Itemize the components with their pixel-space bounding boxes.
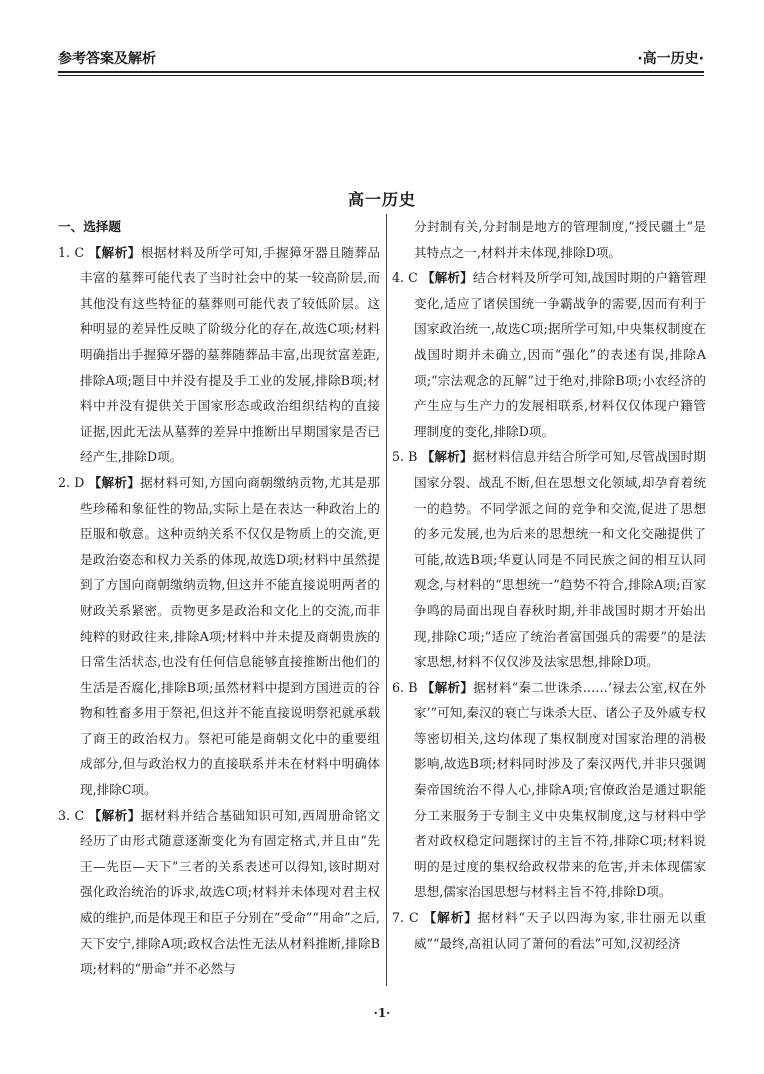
- answer-text: 据材料“天子以四海为家,非壮丽无以重威”“最终,高祖认同了萧何的看法”可知,汉初经济: [414, 910, 706, 951]
- header-left-label: 参考答案及解析: [58, 51, 156, 67]
- right-column: [392, 214, 706, 956]
- answer-number: 2. D: [58, 474, 85, 490]
- page-title: 高一历史: [347, 190, 416, 209]
- answer-text: 结合材料及所学可知,战国时期的户籍管理变化,适应了诸侯国统一争霸战争的需要,因而有利于国家政治统一,故选C项;据所学可知,中央集权制度在战国时期并未确立,因而“强化”的表述有误,排除A项;“宗法观念的瓦解”过于绝对,排除B项;小农经济的产生应与生产力的发展相联系,材料仅仅体现户籍管理制度的变化,排除D项。: [414, 270, 706, 439]
- page-header: [58, 44, 704, 72]
- answer-text: 据材料可知,方国向商朝缴纳贡物,尤其是那些珍稀和象征性的物品,实际上是在表达一种政治上的臣服和敬意。这种贡纳关系不仅仅是物质上的交流,更是政治姿态和权力关系的体现,故选D项;材料中虽然提到了方国向商朝缴纳贡物,但这并不能直接说明两者的财政关系紧密。贡物更多是政治和文化上的交流,而非纯粹的财政往来,排除A项;材料中并未提及商朝贵族的日常生活状态,也没有任何信息能够直接推断出他们的生活是否腐化,排除B项;虽然材料中提到方国进贡的谷物和牲畜多用于祭祀,但这并不能直接说明祭祀就承载了商王的政治权力。祭祀可能是商朝文化中的重要组成部分,但与政治权力的直接联系并未在材料中明确体现,排除C项。: [80, 474, 380, 798]
- answer-number: 5. B: [392, 449, 418, 465]
- answer-item: [392, 675, 706, 905]
- answer-number: 1. C: [58, 244, 85, 260]
- answer-item: [58, 803, 380, 982]
- answer-text: 分封制有关,分封制是地方的管理制度,“授民疆土”是其特点之一,材料并未体现,排除D项。: [414, 219, 706, 260]
- header-rule: [58, 71, 704, 73]
- analysis-tag: 【解析】: [88, 244, 141, 260]
- answer-number: 3. C: [58, 807, 85, 823]
- answer-item: [58, 240, 380, 470]
- analysis-tag: 【解析】: [421, 449, 473, 465]
- answer-text: 根据材料及所学可知,手握獐牙器且随葬品丰富的墓葬可能代表了当时社会中的某一较高阶层,而其他没有这些特征的墓葬则可能代表了较低阶层。这种明显的差异性反映了阶级分化的存在,故选C项;材料明确指出手握獐牙器的墓葬随葬品丰富,出现贫富差距,排除A项;题目中并没有提及手工业的发展,排除B项;材料中并没有提供关于国家形态或政治组织结构的直接证据,因此无法从墓葬的差异中推断出早期国家是否已经产生,排除D项。: [80, 244, 380, 465]
- analysis-tag: 【解析】: [423, 910, 478, 926]
- answer-item: [392, 905, 706, 956]
- answer-text: 据材料并结合基础知识可知,西周册命铭文经历了由形式随意逐渐变化为有固定格式,并且由“先王—先臣—天下”三者的关系表述可以得知,该时期对强化政治统治的诉求,故选C项;材料并未体现对君主权威的维护,而是体现王和臣子分别在“受命”“用命”之后,天下安宁,排除A项;政权合法性无法从材料推断,排除B项;材料的“册命”并不必然与: [80, 807, 380, 977]
- answer-item: [392, 265, 706, 444]
- analysis-tag: 【解析】: [421, 679, 474, 695]
- analysis-tag: 【解析】: [88, 807, 141, 823]
- analysis-tag: 【解析】: [421, 270, 473, 286]
- answer-text: 据材料信息并结合所学可知,尽管战国时期国家分裂、战乱不断,但在思想文化领域,却孕育着统一的趋势。不同学派之间的竞争和交流,促进了思想的多元发展,也为后来的思想统一和文化交融提供了可能,故选B项;华夏认同是不同民族之间的相互认同观念,与材料的“思想统一”趋势不符合,排除A项;百家争鸣的局面出现自春秋时期,并非战国时期才开始出现,排除C项;“适应了统治者富国强兵的需要”的是法家思想,材料不仅仅涉及法家思想,排除D项。: [414, 449, 706, 670]
- header-rule-thin: [58, 75, 704, 76]
- answer-item: [58, 470, 380, 803]
- analysis-tag: 【解析】: [88, 474, 141, 490]
- column-divider: [386, 214, 387, 986]
- answer-number: 7. C: [392, 910, 419, 926]
- answer-number: 4. C: [392, 270, 418, 286]
- section-heading: 一、选择题: [58, 219, 121, 234]
- page-number: ·1·: [373, 1006, 391, 1020]
- answer-number: 6. B: [392, 679, 418, 695]
- left-column: [58, 214, 380, 982]
- answer-item: [392, 444, 706, 674]
- header-right-label: ·高一历史·: [637, 51, 704, 67]
- answer-continuation: [392, 214, 706, 265]
- answer-text: 据材料“秦二世诛杀……‘禄去公室,权在外家’”可知,秦汉的衰亡与诛杀大臣、诸公子及外戚专权等密切相关,这均体现了集权制度对国家治理的消极影响,故选B项;材料同时涉及了秦汉两代,并非只强调秦帝国统治不得人心,排除A项;官僚政治是通过职能分工来服务于专制主义中央集权制度,这与材料中学者对政权稳定问题探讨的主旨不符,排除C项;材料说明的是过度的集权给政权带来的危害,并未体现儒家思想,儒家治国思想与材料主旨不符,排除D项。: [414, 679, 706, 900]
